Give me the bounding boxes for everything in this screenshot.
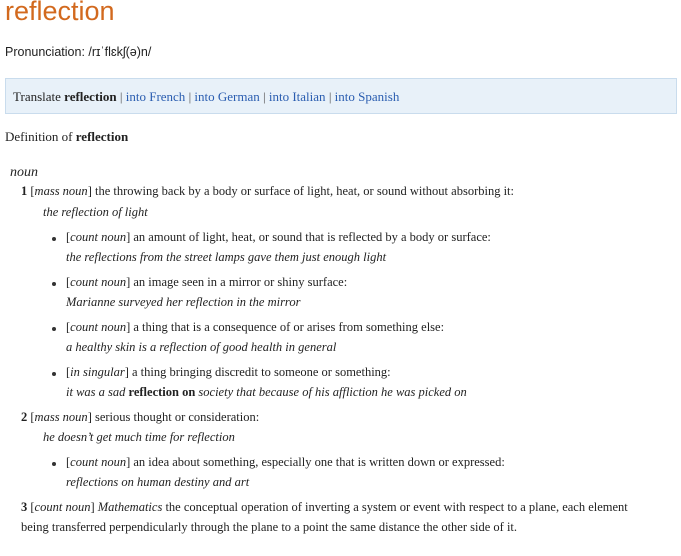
- translate-link-spanish[interactable]: into Spanish: [334, 89, 400, 104]
- part-of-speech: noun: [10, 165, 38, 180]
- translate-bar: [5, 78, 677, 114]
- translate-prefix: Translate: [13, 89, 65, 104]
- translate-link-french[interactable]: into French: [125, 89, 186, 104]
- sense-number: 2: [21, 410, 28, 424]
- subsense-2a: [count noun] an idea about something, especially one that is written down or expressed:: [66, 455, 505, 469]
- grammar-label: count noun: [34, 500, 91, 514]
- sense-definition: an image seen in a mirror or shiny surface:: [130, 275, 348, 289]
- grammar-label: in singular: [70, 365, 125, 379]
- grammar-label: mass noun: [34, 184, 88, 198]
- grammar-label: mass noun: [34, 410, 88, 424]
- translate-link-italian[interactable]: into Italian: [268, 89, 326, 104]
- sense-definition: the throwing back by a body or surface of light, heat, or sound without absorbing it:: [91, 184, 514, 198]
- definition-heading-word: reflection: [75, 129, 129, 144]
- translate-separator: |: [185, 89, 195, 104]
- grammar-label: count noun: [70, 455, 127, 469]
- pronunciation: Pronunciation: /rɪˈflɛkʃ(ə)n/: [5, 45, 152, 59]
- sense-3: 3 [count noun] Mathematics the conceptual operation of inverting a system or event with respect to a plane, each element: [21, 500, 628, 514]
- translate-separator: |: [259, 89, 269, 104]
- sense-number: 1: [21, 184, 28, 198]
- translate-word: reflection: [64, 89, 117, 104]
- example-sentence: Marianne surveyed her reflection in the mirror: [66, 295, 301, 309]
- example-part: it was a sad: [66, 385, 129, 399]
- example-headword-phrase: reflection on: [128, 385, 196, 399]
- bullet-icon: [52, 327, 56, 331]
- bullet-icon: [52, 372, 56, 376]
- subsense-1a: [count noun] an amount of light, heat, or sound that is reflected by a body or surface:: [66, 230, 491, 244]
- grammar-label: count noun: [70, 320, 127, 334]
- subject-label: Mathematics: [97, 500, 163, 514]
- sense-2: 2 [mass noun] serious thought or consideration:: [21, 410, 260, 424]
- translate-separator: |: [325, 89, 335, 104]
- sense-definition: a thing that is a consequence of or arises from something else:: [130, 320, 445, 334]
- headword: reflection: [5, 0, 115, 26]
- bullet-icon: [52, 282, 56, 286]
- subsense-1d: [in singular] a thing bringing discredit to someone or something:: [66, 365, 391, 379]
- example-sentence: the reflections from the street lamps gave them just enough light: [66, 250, 387, 264]
- translate-link-german[interactable]: into German: [194, 89, 260, 104]
- subsense-1c: [count noun] a thing that is a consequence of or arises from something else:: [66, 320, 445, 334]
- example-sentence: [66, 385, 467, 400]
- sense-definition: the conceptual operation of inverting a system or event with respect to a plane, each element: [165, 500, 628, 514]
- sense-1: 1 [mass noun] the throwing back by a body or surface of light, heat, or sound without absorbing it:: [21, 184, 514, 198]
- bullet-icon: [52, 462, 56, 466]
- definition-heading: [5, 129, 128, 145]
- sense-definition: an amount of light, heat, or sound that is reflected by a body or surface:: [130, 230, 491, 244]
- example-sentence: reflections on human destiny and art: [66, 475, 250, 489]
- sense-number: 3: [21, 500, 28, 514]
- example-sentence: the reflection of light: [43, 205, 148, 219]
- bullet-icon: [52, 237, 56, 241]
- definition-heading-prefix: Definition of: [5, 129, 76, 144]
- grammar-label: count noun: [70, 230, 127, 244]
- sense-definition: a thing bringing discredit to someone or something:: [128, 365, 391, 379]
- sense-definition-continued: being transferred perpendicularly through the plane to a point the same distance the other side of it.: [21, 520, 518, 534]
- example-sentence: a healthy skin is a reflection of good health in general: [66, 340, 337, 354]
- translate-separator: |: [116, 89, 126, 104]
- example-part: society that because of his affliction he was picked on: [195, 385, 467, 399]
- sense-definition: serious thought or consideration:: [91, 410, 260, 424]
- sense-definition: an idea about something, especially one that is written down or expressed:: [130, 455, 505, 469]
- example-sentence: he doesn’t get much time for reflection: [43, 430, 235, 444]
- subsense-1b: [count noun] an image seen in a mirror or shiny surface:: [66, 275, 348, 289]
- grammar-label: count noun: [70, 275, 127, 289]
